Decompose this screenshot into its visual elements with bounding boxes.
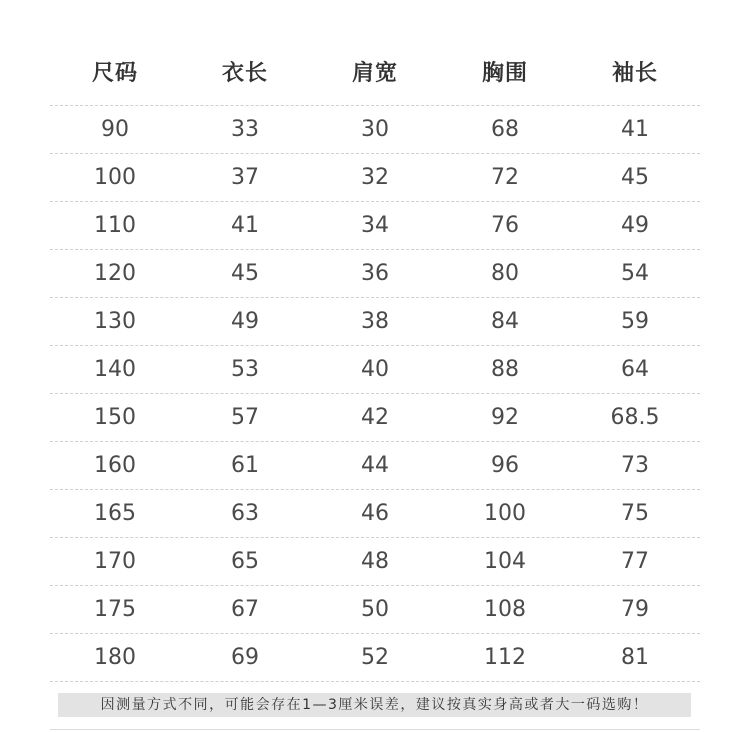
cell-sleeve: 81 [621, 645, 649, 670]
cell-length: 63 [231, 501, 259, 526]
cell-length: 67 [231, 597, 259, 622]
cell-sleeve: 75 [621, 501, 649, 526]
cell-size: 90 [101, 117, 129, 142]
cell-shoulder: 44 [361, 453, 389, 478]
cell-chest: 84 [491, 309, 519, 334]
header-shoulder: 肩宽 [351, 61, 398, 86]
table-row [50, 586, 700, 634]
cell-shoulder: 50 [361, 597, 389, 622]
table-row [50, 346, 700, 394]
table-header-row [50, 38, 700, 106]
table-row [50, 538, 700, 586]
cell-size: 120 [94, 261, 136, 286]
cell-size: 165 [94, 501, 136, 526]
cell-length: 69 [231, 645, 259, 670]
cell-size: 100 [94, 165, 136, 190]
cell-length: 37 [231, 165, 259, 190]
cell-sleeve: 73 [621, 453, 649, 478]
cell-size: 140 [94, 357, 136, 382]
cell-sleeve: 49 [621, 213, 649, 238]
table-row [50, 202, 700, 250]
header-length: 衣长 [221, 61, 268, 86]
cell-chest: 92 [491, 405, 519, 430]
cell-chest: 108 [484, 597, 526, 622]
cell-chest: 72 [491, 165, 519, 190]
cell-size: 110 [94, 213, 136, 238]
cell-length: 57 [231, 405, 259, 430]
cell-shoulder: 38 [361, 309, 389, 334]
cell-chest: 80 [491, 261, 519, 286]
cell-size: 180 [94, 645, 136, 670]
cell-sleeve: 41 [621, 117, 649, 142]
cell-size: 160 [94, 453, 136, 478]
cell-shoulder: 42 [361, 405, 389, 430]
bottom-divider [50, 729, 700, 730]
header-chest: 胸围 [481, 61, 528, 86]
cell-shoulder: 32 [361, 165, 389, 190]
cell-sleeve: 54 [621, 261, 649, 286]
cell-sleeve: 79 [621, 597, 649, 622]
cell-length: 65 [231, 549, 259, 574]
table-row [50, 298, 700, 346]
table-row [50, 106, 700, 154]
cell-chest: 88 [491, 357, 519, 382]
cell-length: 53 [231, 357, 259, 382]
cell-shoulder: 48 [361, 549, 389, 574]
cell-shoulder: 34 [361, 213, 389, 238]
cell-length: 41 [231, 213, 259, 238]
cell-length: 49 [231, 309, 259, 334]
cell-shoulder: 30 [361, 117, 389, 142]
cell-chest: 68 [491, 117, 519, 142]
cell-chest: 104 [484, 549, 526, 574]
cell-length: 61 [231, 453, 259, 478]
cell-sleeve: 68.5 [610, 405, 660, 430]
table-row [50, 634, 700, 682]
size-chart-table [50, 38, 700, 682]
cell-length: 45 [231, 261, 259, 286]
cell-shoulder: 40 [361, 357, 389, 382]
table-row [50, 490, 700, 538]
cell-size: 130 [94, 309, 136, 334]
cell-chest: 96 [491, 453, 519, 478]
table-row [50, 250, 700, 298]
cell-sleeve: 45 [621, 165, 649, 190]
table-row [50, 442, 700, 490]
cell-sleeve: 77 [621, 549, 649, 574]
cell-size: 150 [94, 405, 136, 430]
cell-size: 170 [94, 549, 136, 574]
cell-length: 33 [231, 117, 259, 142]
cell-chest: 100 [484, 501, 526, 526]
footnote-text: 因测量方式不同，可能会存在1—3厘米误差，建议按真实身高或者大一码选购！ [100, 697, 649, 713]
cell-shoulder: 52 [361, 645, 389, 670]
header-size: 尺码 [91, 61, 138, 86]
cell-size: 175 [94, 597, 136, 622]
cell-sleeve: 64 [621, 357, 649, 382]
cell-shoulder: 46 [361, 501, 389, 526]
cell-shoulder: 36 [361, 261, 389, 286]
table-row [50, 154, 700, 202]
cell-chest: 76 [491, 213, 519, 238]
footnote-box [58, 693, 691, 717]
cell-chest: 112 [484, 645, 526, 670]
table-row [50, 394, 700, 442]
header-sleeve: 袖长 [611, 61, 658, 86]
cell-sleeve: 59 [621, 309, 649, 334]
